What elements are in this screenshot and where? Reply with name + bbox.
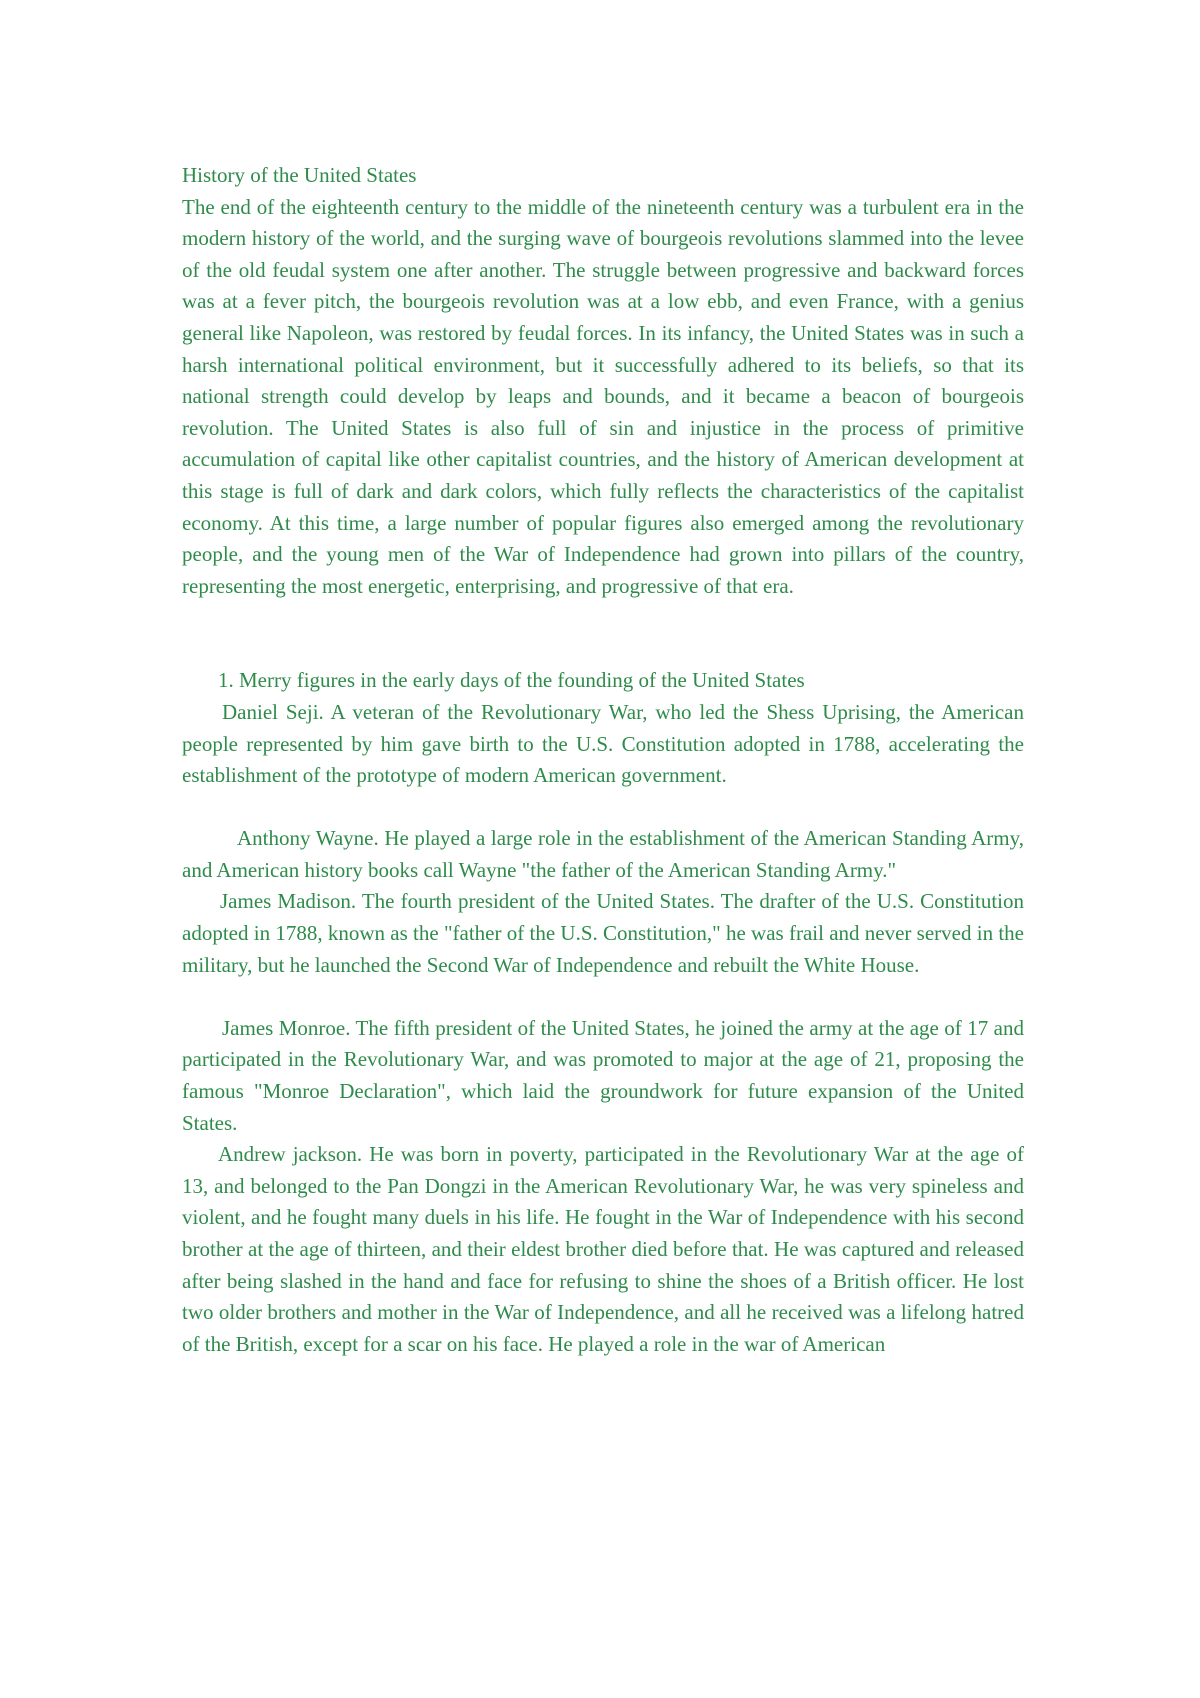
figure-paragraph-andrew-jackson: Andrew jackson. He was born in poverty, participated in the Revolutionary War at the age of 13, and belonged to the Pan Dongzi in the American Revolutionary War, he was very spineless and violent, and he fought many duels in his life. He fought in the War of Independence with his second brother at the age of thirteen, and their eldest brother died before that. He was captured and released after being slashed in the hand and face for refusing to shine the shoes of a British officer. He lost two older brothers and mother in the War of Independence, and all he received was a lifelong hatred of the British, except for a scar on his face. He played a role in the war of American bbox=[182, 1142, 1024, 1356]
figure-paragraph-james-madison: James Madison. The fourth president of the United States. The drafter of the U.S. Constitution adopted in 1788, known as the "father of the U.S. Constitution," he was frail and never served in the military, but he launched the Second War of Independence and rebuilt the White House. bbox=[182, 889, 1024, 977]
spacer bbox=[182, 602, 1024, 665]
figure-paragraph-anthony-wayne: Anthony Wayne. He played a large role in the establishment of the American Standing Army, and American history books call Wayne "the father of the American Standing Army." bbox=[182, 826, 1024, 882]
spacer bbox=[182, 981, 1024, 1013]
figure-paragraph-daniel-seji: Daniel Seji. A veteran of the Revolutionary War, who led the Shess Uprising, the American people represented by him gave birth to the U.S. Constitution adopted in 1788, accelerating the establishment of the prototype of modern American government. bbox=[182, 699, 1024, 788]
document-title: History of the United States bbox=[182, 163, 417, 187]
document-page bbox=[182, 160, 1024, 1360]
spacer bbox=[182, 792, 1024, 824]
intro-paragraph: The end of the eighteenth century to the middle of the nineteenth century was a turbulent era in the modern history of the world, and the surging wave of bourgeois revolutions slammed into the levee of the old feudal system one after another. The struggle between progressive and backward forces was at a fever pitch, the bourgeois revolution was at a low ebb, and even France, with a genius general like Napoleon, was restored by feudal forces. In its infancy, the United States was in such a harsh international political environment, but it successfully adhered to its beliefs, so that its national strength could develop by leaps and bounds, and it became a beacon of bourgeois revolution. The United States is also full of sin and injustice in the process of primitive accumulation of capital like other capitalist countries, and the history of American development at this stage is full of dark and dark colors, which fully reflects the characteristics of the capitalist economy. At this time, a large number of popular figures also emerged among the revolutionary people, and the young men of the War of Independence had grown into pillars of the country, representing the most energetic, enterprising, and progressive of that era. bbox=[182, 194, 1024, 598]
section-heading: 1. Merry figures in the early days of the founding of the United States bbox=[218, 668, 805, 693]
figure-paragraph-james-monroe: James Monroe. The fifth president of the United States, he joined the army at the age of 17 and participated in the Revolutionary War, and was promoted to major at the age of 21, proposing the famous "Monroe Declaration", which laid the groundwork for future expansion of the United States. bbox=[182, 1015, 1024, 1135]
